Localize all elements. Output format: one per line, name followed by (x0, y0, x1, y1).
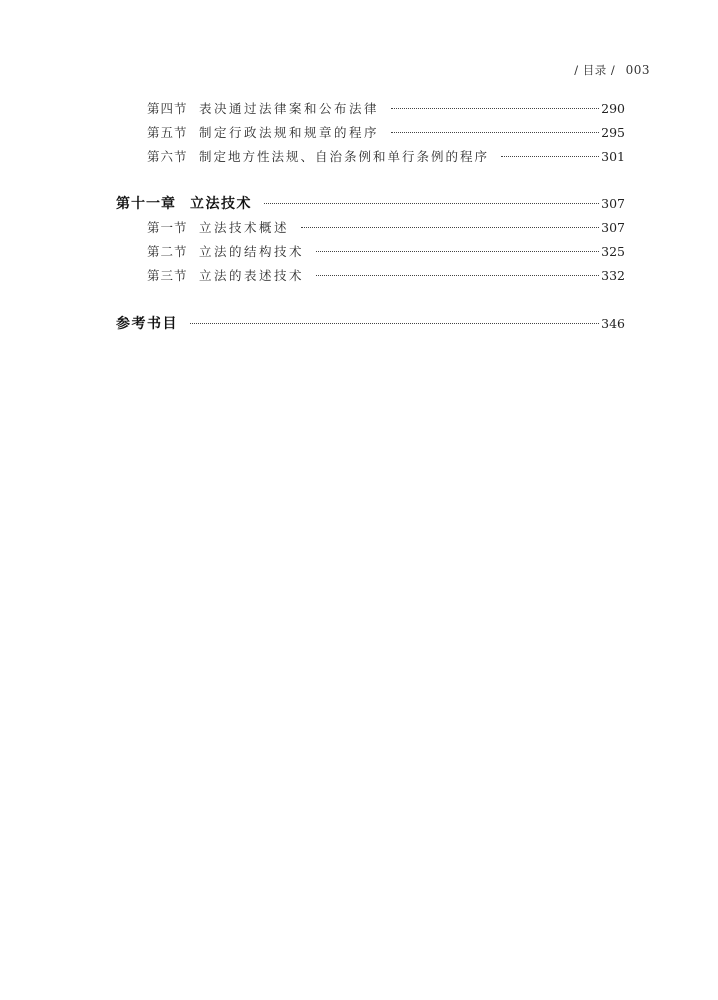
toc-entry-number: 第四节 (147, 101, 188, 116)
toc-entry-page: 295 (601, 125, 625, 140)
dot-leader (391, 108, 599, 109)
toc-entry-page: 346 (601, 316, 625, 331)
toc-entry-section[interactable] (147, 266, 625, 284)
toc-entry-section[interactable] (147, 147, 625, 165)
toc-entry-page: 301 (601, 149, 625, 164)
toc-entry-bibliography[interactable] (116, 313, 625, 333)
toc-entry-section[interactable] (147, 99, 625, 117)
toc-entry-page: 325 (601, 244, 625, 259)
toc-entry-number: 第六节 (147, 149, 188, 164)
toc-chapter-title: 立法技术 (190, 196, 252, 212)
toc-entry-section[interactable] (147, 242, 625, 260)
toc-entry-chapter[interactable] (116, 193, 625, 213)
toc-entry-title: 制定行政法规和规章的程序 (199, 125, 380, 140)
dot-leader (316, 251, 599, 252)
dot-leader (391, 132, 599, 133)
toc-entry-number: 第二节 (147, 244, 188, 259)
toc-entry-title: 立法的结构技术 (199, 244, 305, 259)
toc-entry-page: 290 (601, 101, 625, 116)
toc-entry-number: 第一节 (147, 220, 188, 235)
toc-entry-number: 第五节 (147, 125, 188, 140)
toc-entry-title: 制定地方性法规、自治条例和单行条例的程序 (199, 149, 490, 164)
toc-entry-page: 307 (601, 196, 625, 211)
dot-leader (190, 323, 599, 324)
dot-leader (501, 156, 599, 157)
header-page-number: 003 (625, 63, 650, 77)
header-section-label: / 目录 / (574, 63, 616, 77)
running-header (574, 62, 650, 78)
toc-entry-section[interactable] (147, 218, 625, 236)
dot-leader (264, 203, 599, 204)
toc-entry-title: 立法的表述技术 (199, 268, 305, 283)
toc-entry-page: 307 (601, 220, 625, 235)
toc-chapter-title: 参考书目 (116, 316, 178, 332)
toc-entry-page: 332 (601, 268, 625, 283)
toc-entry-number: 第三节 (147, 268, 188, 283)
dot-leader (316, 275, 599, 276)
toc-entry-section[interactable] (147, 123, 625, 141)
toc-entry-title: 立法技术概述 (199, 220, 290, 235)
toc-chapter-number: 第十一章 (116, 196, 176, 212)
dot-leader (301, 227, 599, 228)
toc-entry-title: 表决通过法律案和公布法律 (199, 101, 380, 116)
